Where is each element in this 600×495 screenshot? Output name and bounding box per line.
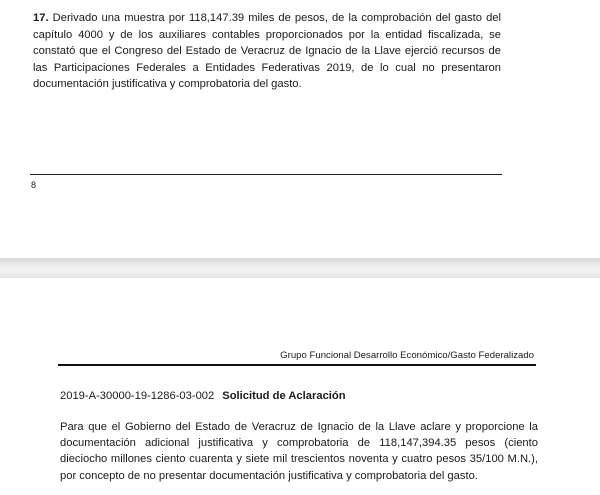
paragraph-text: Derivado una muestra por 118,147.39 miles de pesos, de la comprobación del gasto del capítulo 4000 y de los auxiliares contables proporcionados por la entidad fiscalizada, se constató que el Congreso del Estado de Veracruz de Ignacio de la Llave ejerció recursos de las Participaciones Federales a Entidades Federativas 2019, de lo cual no presentaron documentación justificativa y comprobatoria del gasto. [33,12,501,91]
clarification-paragraph: Para que el Gobierno del Estado de Veracruz de Ignacio de la Llave aclare y proporcione la documentación adicional justificativa y comprobatoria de 118,147,394.35 pesos (ciento dieciocho millones ciento cuarenta y siete mil trescientos noventa y cuatro pesos 35/100 M.N.), por concepto de no presentar documentación justificativa y comprobatoria del gasto. [60,421,538,482]
audit-paragraph-17 [33,10,501,93]
action-reference [60,390,346,402]
reference-title: Solicitud de Aclaración [222,390,346,402]
header-divider [58,364,536,366]
page-header: Grupo Funcional Desarrollo Económico/Gasto Federalizado [280,350,534,361]
paragraph-number: 17. [33,12,49,24]
footnote-divider [30,174,502,175]
reference-code: 2019-A-30000-19-1286-03-002 [60,390,215,402]
footnote-number: 8 [31,180,37,190]
page-break [0,258,600,278]
